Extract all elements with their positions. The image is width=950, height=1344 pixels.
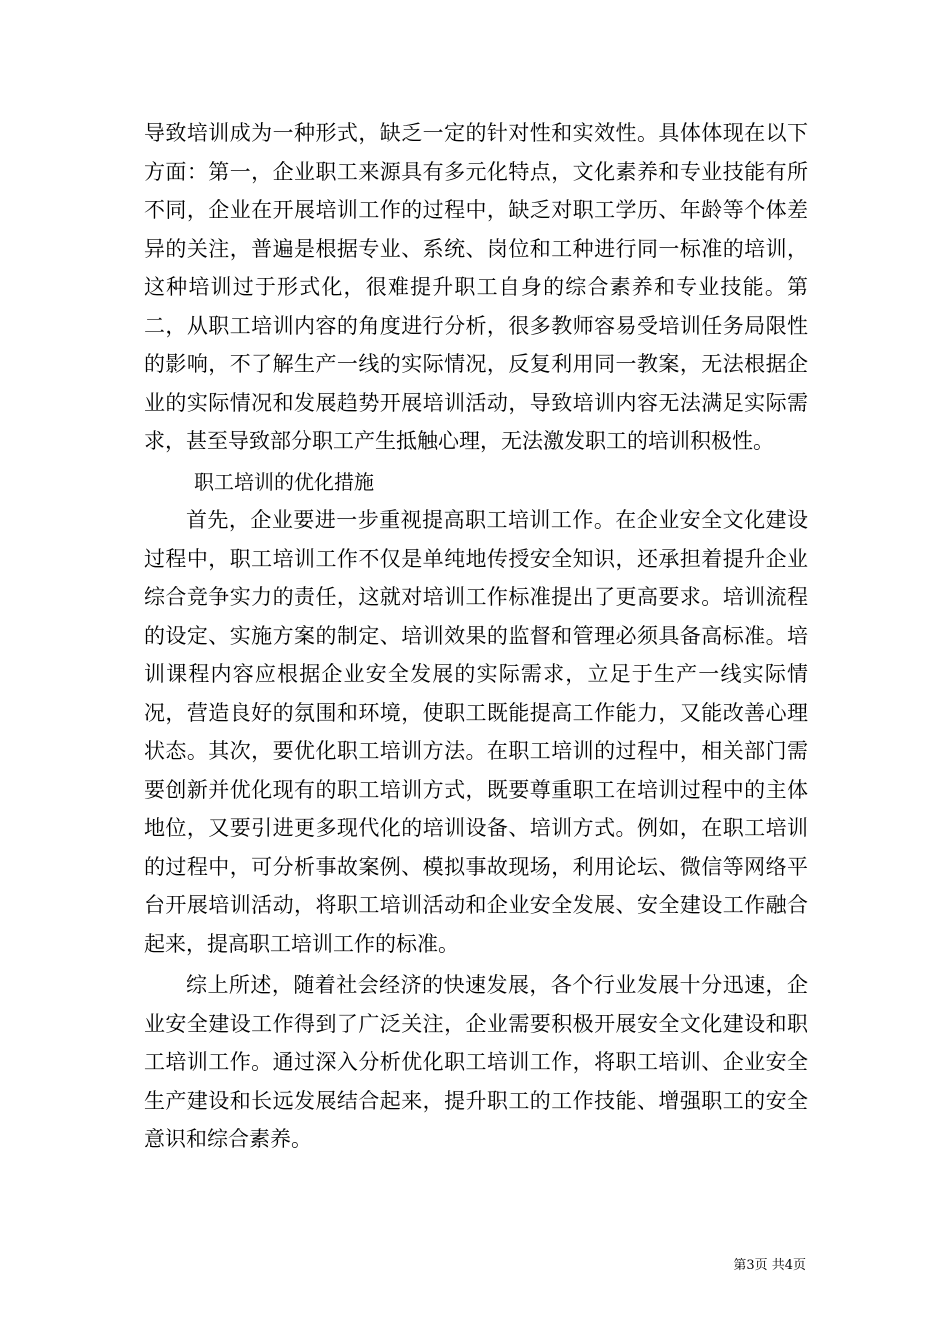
paragraph-conclusion: 综上所述，随着社会经济的快速发展，各个行业发展十分迅速，企业安全建设工作得到了广泛关注，企业需要积极开展安全文化建设和职工培训工作。通过深入分析优化职工培训工作，将职工培训、企业安全生产建设和长远发展结合起来，提升职工的工作技能、增强职工的安全意识和综合素养。: [144, 973, 808, 1151]
paragraph-continued: 导致培训成为一种形式，缺乏一定的针对性和实效性。具体体现在以下方面：第一，企业职工来源具有多元化特点，文化素养和专业技能有所不同，企业在开展培训工作的过程中，缺乏对职工学历、年龄等个体差异的关注，普遍是根据专业、系统、岗位和工种进行同一标准的培训，这种培训过于形式化，很难提升职工自身的综合素养和专业技能。第二，从职工培训内容的角度进行分析，很多教师容易受培训任务局限性的影响，不了解生产一线的实际情况，反复利用同一教案，无法根据企业的实际情况和发展趋势开展培训活动，导致培训内容无法满足实际需求，甚至导致部分职工产生抵触心理，无法激发职工的培训积极性。: [144, 121, 808, 453]
section-heading: 职工培训的优化措施: [194, 469, 374, 494]
page-number: 第3页 共4页: [733, 1258, 806, 1273]
document-body: [144, 114, 808, 1159]
paragraph-measures: 首先，企业要进一步重视提高职工培训工作。在企业安全文化建设过程中，职工培训工作不仅是单纯地传授安全知识，还承担着提升企业综合竞争实力的责任，这就对培训工作标准提出了更高要求。培训流程的设定、实施方案的制定、培训效果的监督和管理必须具备高标准。培训课程内容应根据企业安全发展的实际需求，立足于生产一线实际情况，营造良好的氛围和环境，使职工既能提高工作能力，又能改善心理状态。其次，要优化职工培训方法。在职工培训的过程中，相关部门需要创新并优化现有的职工培训方式，既要尊重职工在培训过程中的主体地位，又要引进更多现代化的培训设备、培训方式。例如，在职工培训的过程中，可分析事故案例、模拟事故现场，利用论坛、微信等网络平台开展培训活动，将职工培训活动和企业安全发展、安全建设工作融合起来，提高职工培训工作的标准。: [144, 508, 808, 956]
